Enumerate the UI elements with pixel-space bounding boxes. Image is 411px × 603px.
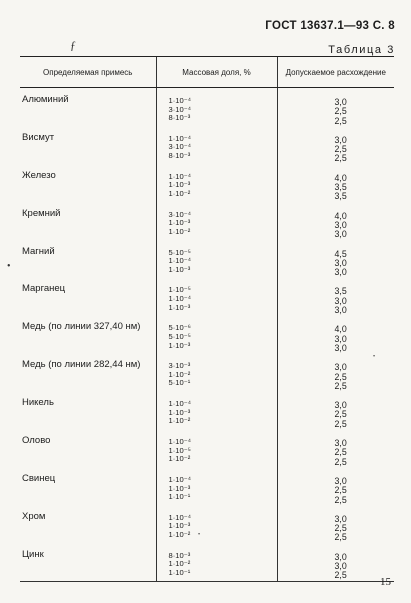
tolerance-value: 3,5 [334,286,347,297]
column-header-impurity: Определяемая примесь [20,57,156,88]
mass-fraction-value: 3·10⁻⁴ [168,104,191,114]
mass-fraction-value: 1·10⁻¹ [168,567,191,577]
tolerance-value: 3,0 [334,97,347,107]
tolerance-value: 4,0 [334,172,347,183]
mass-fraction-value: 1·10⁻² [168,226,191,236]
impurity-name: Алюминий [22,94,69,105]
standard-header: ГОСТ 13637.1—93 С. 8 [265,20,395,32]
mass-fraction-cell [156,467,277,505]
mass-fraction-value: 1·10⁻² [168,454,191,464]
table-row [20,88,394,126]
tolerance-cell [277,277,394,315]
tolerance-cell [277,88,394,126]
mass-fraction-value: 1·10⁻⁴ [168,399,191,409]
mass-fraction-value: 1·10⁻⁴ [168,474,191,484]
tolerance-value: 3,0 [334,362,347,373]
mass-fraction-value: 5·10⁻⁵ [168,331,191,341]
tolerance-value: 2,5 [334,153,347,164]
table-title: Таблица 3 [328,44,395,56]
table-header-row [20,57,394,88]
mass-fraction-value: 3·10⁻⁴ [168,142,191,152]
table-row [20,240,394,278]
mass-fraction-cell [156,391,277,429]
tolerance-value: 4,0 [334,324,347,335]
tolerance-value: 2,5 [334,456,347,467]
tolerance-value: 2,5 [334,115,347,126]
mass-fraction-cell [156,543,277,581]
tolerance-cell [277,126,394,164]
impurity-name: Магний [22,245,55,257]
mass-fraction-value: 3·10⁻⁴ [168,209,191,219]
tolerance-cell [277,505,394,543]
mass-fraction-value: 3·10⁻³ [168,361,191,371]
tolerance-value: 2,5 [334,523,347,534]
mass-fraction-value: 1·10⁻³ [168,340,191,350]
impurity-cell [20,88,156,126]
tolerance-value: 3,0 [334,400,347,411]
page-number: 15 [380,576,391,588]
impurity-cell [20,315,156,353]
table-row [20,164,394,202]
impurity-cell [20,429,156,467]
tolerance-value: 3,0 [334,305,347,316]
tolerance-cell [277,391,394,429]
mass-fraction-cell [156,277,277,315]
mass-fraction-value: 1·10⁻³ [168,407,191,417]
tolerance-value: 3,0 [334,475,347,486]
impurity-name: Медь (по линии 327,40 нм) [22,321,141,333]
tolerance-value: 2,5 [334,144,347,155]
tolerance-value: 3,0 [334,219,347,230]
table-row [20,277,394,315]
tolerance-value: 2,5 [334,418,347,429]
impurity-cell [20,467,156,505]
tolerance-value: 2,5 [334,106,347,117]
tolerance-cell [277,467,394,505]
impurity-name: Никель [22,397,54,409]
impurity-table [20,56,394,582]
tolerance-value: 3,0 [334,342,347,353]
table-row [20,126,394,164]
mass-fraction-value: 5·10⁻⁵ [168,247,191,257]
mass-fraction-value: 1·10⁻⁵ [168,445,191,455]
mass-fraction-value: 1·10⁻⁴ [168,171,191,181]
table-row [20,315,394,353]
tolerance-value: 3,0 [334,560,347,571]
tolerance-value: 2,5 [334,380,347,391]
scan-mark: ƒ [70,38,76,52]
impurity-name: Висмут [22,131,55,143]
mass-fraction-value: 1·10⁻² [168,529,191,539]
mass-fraction-value: 1·10⁻⁴ [168,96,191,105]
mass-fraction-value: 1·10⁻⁴ [168,294,191,304]
tolerance-cell [277,543,394,581]
tolerance-value: 3,5 [334,191,347,202]
tolerance-value: 3,0 [334,267,347,278]
mass-fraction-value: 1·10⁻³ [168,302,191,312]
tolerance-value: 3,0 [334,134,347,145]
tolerance-cell [277,240,394,278]
scan-speck: • [373,354,376,360]
impurity-cell [20,164,156,202]
tolerance-value: 3,0 [334,551,347,562]
column-header-mass-fraction: Массовая доля, % [156,57,277,88]
mass-fraction-value: 5·10⁻¹ [168,378,191,388]
tolerance-cell [277,353,394,391]
impurity-name: Свинец [22,472,56,484]
impurity-cell [20,277,156,315]
mass-fraction-cell [156,353,277,391]
mass-fraction-value: 1·10⁻⁴ [168,437,191,447]
mass-fraction-value: 1·10⁻³ [168,521,191,531]
impurity-name: Кремний [22,207,61,219]
column-header-tolerance: Допускаемое расхождение [277,57,394,88]
mass-fraction-value: 1·10⁻² [168,188,191,198]
tolerance-value: 3,0 [334,257,347,268]
mass-fraction-value: 1·10⁻⁴ [168,512,191,522]
tolerance-cell [277,164,394,202]
tolerance-value: 3,5 [334,182,347,193]
table-row [20,391,394,429]
mass-fraction-value: 1·10⁻¹ [168,492,191,502]
tolerance-value: 2,5 [334,494,347,505]
mass-fraction-value: 1·10⁻² [168,416,191,426]
mass-fraction-value: 8·10⁻³ [168,113,191,123]
scan-speck: • [198,532,201,538]
impurity-cell [20,126,156,164]
impurity-name: Олово [22,435,51,447]
tolerance-value: 3,0 [334,229,347,240]
mass-fraction-value: 8·10⁻³ [168,151,191,161]
mass-fraction-value: 1·10⁻⁴ [168,256,191,266]
tolerance-value: 2,5 [334,532,347,543]
mass-fraction-value: 1·10⁻⁴ [168,133,191,143]
mass-fraction-cell [156,88,277,126]
impurity-cell [20,202,156,240]
table-row [20,505,394,543]
tolerance-value: 4,0 [334,210,347,221]
mass-fraction-value: 1·10⁻⁵ [168,285,191,295]
mass-fraction-value: 1·10⁻³ [168,218,191,228]
impurity-cell [20,240,156,278]
impurity-cell [20,391,156,429]
mass-fraction-value: 1·10⁻³ [168,483,191,493]
table-row [20,429,394,467]
tolerance-value: 2,5 [334,485,347,496]
table-row [20,202,394,240]
impurity-name: Хром [22,510,46,522]
mass-fraction-cell [156,505,277,543]
mass-fraction-cell [156,164,277,202]
mass-fraction-cell [156,240,277,278]
mass-fraction-value: 5·10⁻⁶ [168,323,191,333]
tolerance-cell [277,429,394,467]
table-row [20,543,394,581]
tolerance-value: 2,5 [334,409,347,420]
tolerance-value: 3,0 [334,295,347,306]
impurity-name: Медь (по линии 282,44 нм) [22,359,141,371]
impurity-name: Железо [22,169,56,181]
impurity-name: Цинк [22,548,44,560]
mass-fraction-cell [156,315,277,353]
tolerance-value: 3,0 [334,438,347,449]
mass-fraction-value: 1·10⁻² [168,369,191,379]
impurity-cell [20,543,156,581]
tolerance-value: 3,0 [334,513,347,524]
tolerance-value: 2,5 [334,447,347,458]
impurity-cell [20,353,156,391]
tolerance-value: 2,5 [334,371,347,382]
tolerance-cell [277,315,394,353]
mass-fraction-value: 1·10⁻³ [168,264,191,274]
tolerance-value: 4,5 [334,248,347,259]
table-row [20,467,394,505]
scan-speck: • [7,261,11,272]
table-row [20,353,394,391]
mass-fraction-cell [156,202,277,240]
mass-fraction-cell [156,429,277,467]
tolerance-value: 3,0 [334,333,347,344]
mass-fraction-cell [156,126,277,164]
impurity-name: Марганец [22,283,66,295]
mass-fraction-value: 1·10⁻³ [168,180,191,190]
mass-fraction-value: 8·10⁻³ [168,550,191,560]
impurity-cell [20,505,156,543]
tolerance-cell [277,202,394,240]
mass-fraction-value: 1·10⁻² [168,559,191,569]
tolerance-value: 2,5 [334,570,347,581]
